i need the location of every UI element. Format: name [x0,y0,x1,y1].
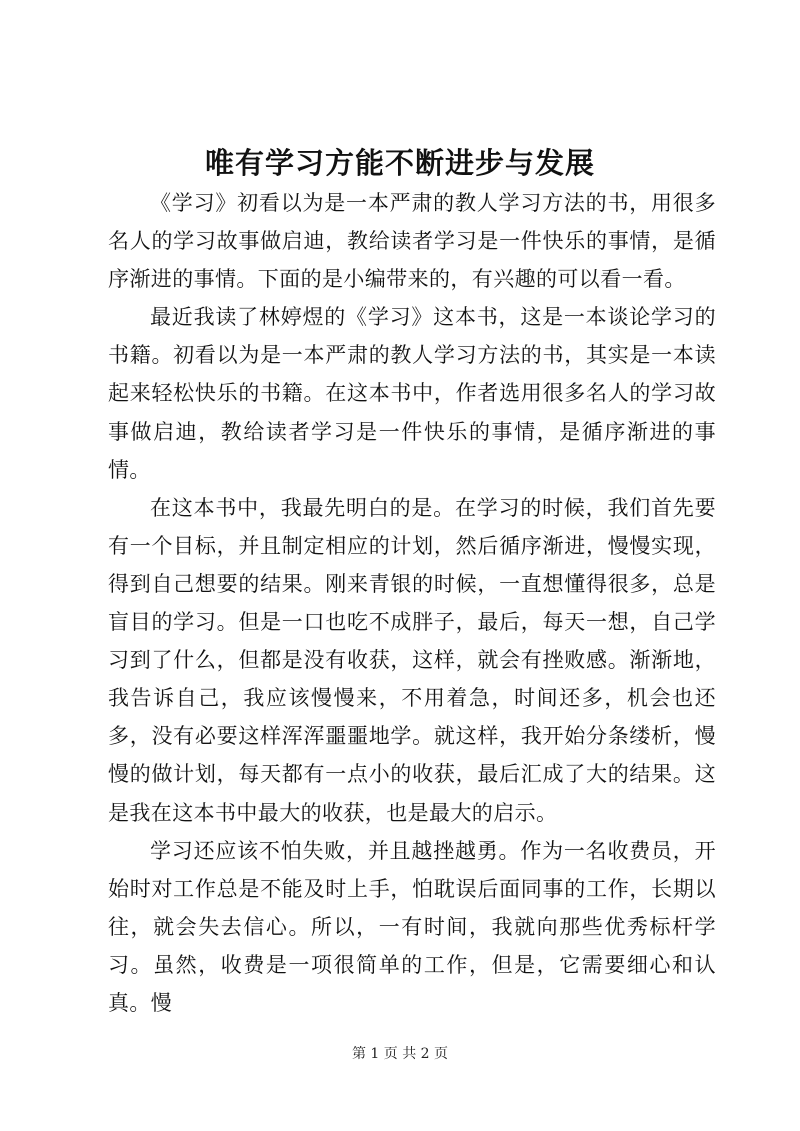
paragraph-4: 学习还应该不怕失败，并且越挫越勇。作为一名收费员，开始时对工作总是不能及时上手，怕耽误后面同事的工作，长期以往，就会失去信心。所以，一有时间，我就向那些优秀标杆学习。虽然，收费是一项很简单的工作，但是，它需要细心和认真。慢 [108,838,716,1015]
page-footer: 第 1 页 共 2 页 [351,1046,449,1062]
paragraph-3: 在这本书中，我最先明白的是。在学习的时候，我们首先要有一个目标，并且制定相应的计划，然后循序渐进，慢慢实现，得到自己想要的结果。刚来青银的时候，一直想懂得很多，总是盲目的学习。但是一口也吃不成胖子，最后，每天一想，自己学习到了什么，但都是没有收获，这样，就会有挫败感。渐渐地，我告诉自己，我应该慢慢来，不用着急，时间还多，机会也还多，没有必要这样浑浑噩噩地学。就这样，我开始分条缕析，慢慢的做计划，每天都有一点小的收获，最后汇成了大的结果。这是我在这本书中最大的收获，也是最大的启示。 [108,495,716,825]
document-body [108,184,716,1022]
document-title: 唯有学习方能不断进步与发展 [204,146,595,180]
paragraph-1: 《学习》初看以为是一本严肃的教人学习方法的书，用很多名人的学习故事做启迪，教给读者学习是一件快乐的事情，是循序渐进的事情。下面的是小编带来的，有兴趣的可以看一看。 [108,191,716,292]
paragraph-2: 最近我读了林婷煜的《学习》这本书，这是一本谈论学习的书籍。初看以为是一本严肃的教人学习方法的书，其实是一本读起来轻松快乐的书籍。在这本书中，作者选用很多名人的学习故事做启迪，教给读者学习是一件快乐的事情，是循序渐进的事情。 [108,305,716,482]
